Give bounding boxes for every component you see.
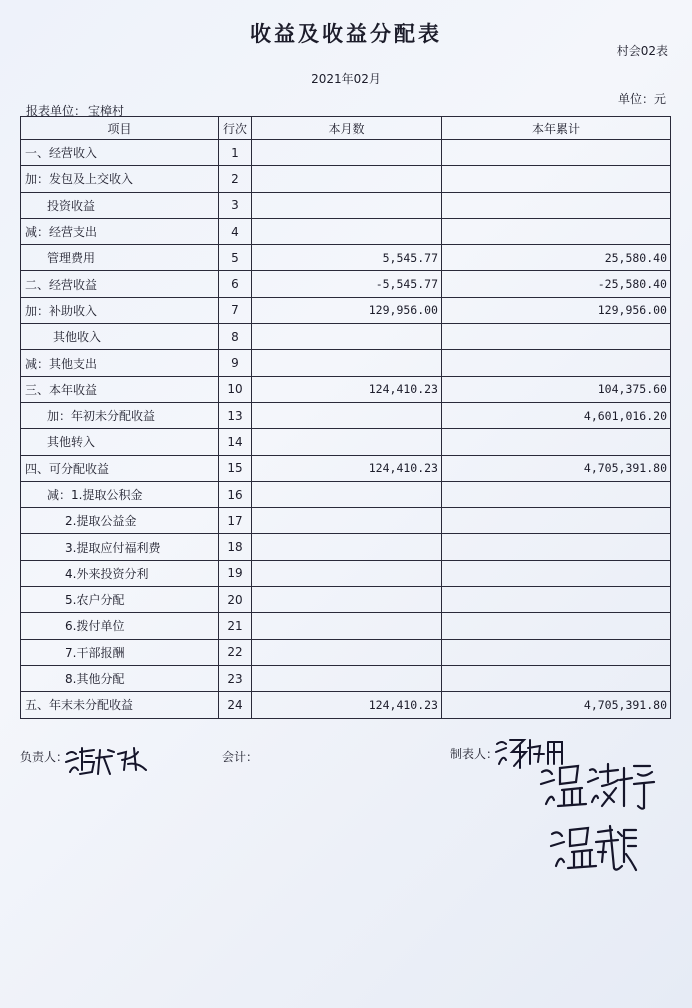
table-row (21, 455, 671, 481)
preparer-label: 制表人： (450, 747, 499, 761)
row-line-number: 17 (219, 508, 252, 534)
row-line-number: 18 (219, 534, 252, 560)
row-ytd-amount: 4,601,016.20 (442, 402, 671, 428)
row-ytd-amount: 4,705,391.80 (442, 692, 671, 718)
row-month-amount: 124,410.23 (252, 692, 442, 718)
row-item: 四、可分配收益 (21, 455, 219, 481)
row-month-amount (252, 350, 442, 376)
table-row (21, 692, 671, 718)
row-item: 其他收入 (21, 324, 219, 350)
row-ytd-amount (442, 429, 671, 455)
row-ytd-amount (442, 350, 671, 376)
row-line-number: 19 (219, 560, 252, 586)
row-item: 7.干部报酬 (21, 639, 219, 665)
row-item: 6.拨付单位 (21, 613, 219, 639)
row-line-number: 5 (219, 245, 252, 271)
row-month-amount (252, 481, 442, 507)
row-month-amount (252, 665, 442, 691)
table-row (21, 534, 671, 560)
accountant-label: 会计： (222, 750, 259, 764)
row-line-number: 22 (219, 639, 252, 665)
row-ytd-amount: 4,705,391.80 (442, 455, 671, 481)
currency-unit: 单位：元 (617, 92, 666, 106)
row-line-number: 1 (219, 140, 252, 166)
table-row (21, 402, 671, 428)
table-row (21, 324, 671, 350)
table-row (21, 508, 671, 534)
table-row (21, 192, 671, 218)
reporting-unit-label: 报表单位： (26, 104, 87, 118)
row-line-number: 10 (219, 376, 252, 402)
row-item: 3.提取应付福利费 (21, 534, 219, 560)
row-month-amount (252, 534, 442, 560)
row-ytd-amount (442, 192, 671, 218)
row-line-number: 4 (219, 218, 252, 244)
table-row (21, 560, 671, 586)
row-item: 加：发包及上交收入 (21, 166, 219, 192)
row-item: 加：年初未分配收益 (21, 402, 219, 428)
row-month-amount (252, 166, 442, 192)
table-row (21, 376, 671, 402)
table-row (21, 140, 671, 166)
header-month: 本月数 (252, 117, 442, 140)
row-month-amount (252, 402, 442, 428)
row-line-number: 24 (219, 692, 252, 718)
row-ytd-amount: 104,375.60 (442, 376, 671, 402)
row-month-amount (252, 429, 442, 455)
row-ytd-amount (442, 166, 671, 192)
row-ytd-amount (442, 613, 671, 639)
row-ytd-amount: -25,580.40 (442, 271, 671, 297)
row-line-number: 14 (219, 429, 252, 455)
row-line-number: 15 (219, 455, 252, 481)
row-line-number: 6 (219, 271, 252, 297)
row-ytd-amount (442, 324, 671, 350)
row-item: 减：其他支出 (21, 350, 219, 376)
row-month-amount: 124,410.23 (252, 455, 442, 481)
table-row (21, 639, 671, 665)
header-ytd: 本年累计 (442, 117, 671, 140)
row-item: 4.外来投资分利 (21, 560, 219, 586)
table-row (21, 271, 671, 297)
row-month-amount (252, 218, 442, 244)
row-item: 减：经营支出 (21, 218, 219, 244)
row-month-amount (252, 192, 442, 218)
row-line-number: 3 (219, 192, 252, 218)
row-line-number: 23 (219, 665, 252, 691)
row-item: 管理费用 (21, 245, 219, 271)
row-month-amount (252, 613, 442, 639)
row-item: 投资收益 (21, 192, 219, 218)
report-period: 2021年02月 (311, 72, 381, 86)
row-ytd-amount: 129,956.00 (442, 297, 671, 323)
header-item: 项目 (21, 117, 219, 140)
table-row (21, 429, 671, 455)
row-line-number: 16 (219, 481, 252, 507)
reporting-unit-name: 宝樟村 (88, 104, 125, 118)
row-month-amount: 129,956.00 (252, 297, 442, 323)
row-item: 8.其他分配 (21, 665, 219, 691)
row-line-number: 20 (219, 587, 252, 613)
row-item: 2.提取公益金 (21, 508, 219, 534)
row-ytd-amount (442, 140, 671, 166)
row-month-amount (252, 560, 442, 586)
row-month-amount: -5,545.77 (252, 271, 442, 297)
table-row (21, 481, 671, 507)
responsible-signature (64, 740, 154, 780)
signature-2 (538, 758, 658, 814)
responsible-person-label: 负责人： (20, 750, 69, 764)
table-row (21, 613, 671, 639)
row-ytd-amount (442, 218, 671, 244)
signature-3 (548, 822, 638, 876)
row-item: 加：补助收入 (21, 297, 219, 323)
row-month-amount (252, 140, 442, 166)
row-item: 减：1.提取公积金 (21, 481, 219, 507)
table-row (21, 665, 671, 691)
row-month-amount (252, 587, 442, 613)
row-month-amount (252, 324, 442, 350)
row-ytd-amount: 25,580.40 (442, 245, 671, 271)
row-line-number: 7 (219, 297, 252, 323)
row-item: 一、经营收入 (21, 140, 219, 166)
row-month-amount (252, 508, 442, 534)
header-line: 行次 (219, 117, 252, 140)
table-row (21, 218, 671, 244)
income-distribution-table (20, 116, 671, 719)
report-title: 收益及收益分配表 (250, 22, 442, 46)
row-ytd-amount (442, 481, 671, 507)
row-month-amount (252, 639, 442, 665)
row-ytd-amount (442, 639, 671, 665)
row-item: 其他转入 (21, 429, 219, 455)
table-row (21, 245, 671, 271)
row-line-number: 21 (219, 613, 252, 639)
table-row (21, 297, 671, 323)
table-row (21, 350, 671, 376)
row-month-amount: 124,410.23 (252, 376, 442, 402)
row-line-number: 2 (219, 166, 252, 192)
table-header-row (21, 117, 671, 140)
row-line-number: 13 (219, 402, 252, 428)
row-item: 五、年末未分配收益 (21, 692, 219, 718)
table-row (21, 587, 671, 613)
row-item: 5.农户分配 (21, 587, 219, 613)
row-ytd-amount (442, 560, 671, 586)
row-month-amount: 5,545.77 (252, 245, 442, 271)
row-ytd-amount (442, 534, 671, 560)
row-ytd-amount (442, 587, 671, 613)
row-ytd-amount (442, 665, 671, 691)
row-line-number: 9 (219, 350, 252, 376)
row-line-number: 8 (219, 324, 252, 350)
table-row (21, 166, 671, 192)
form-code: 村会02表 (616, 44, 668, 58)
row-item: 二、经营收益 (21, 271, 219, 297)
row-ytd-amount (442, 508, 671, 534)
row-item: 三、本年收益 (21, 376, 219, 402)
